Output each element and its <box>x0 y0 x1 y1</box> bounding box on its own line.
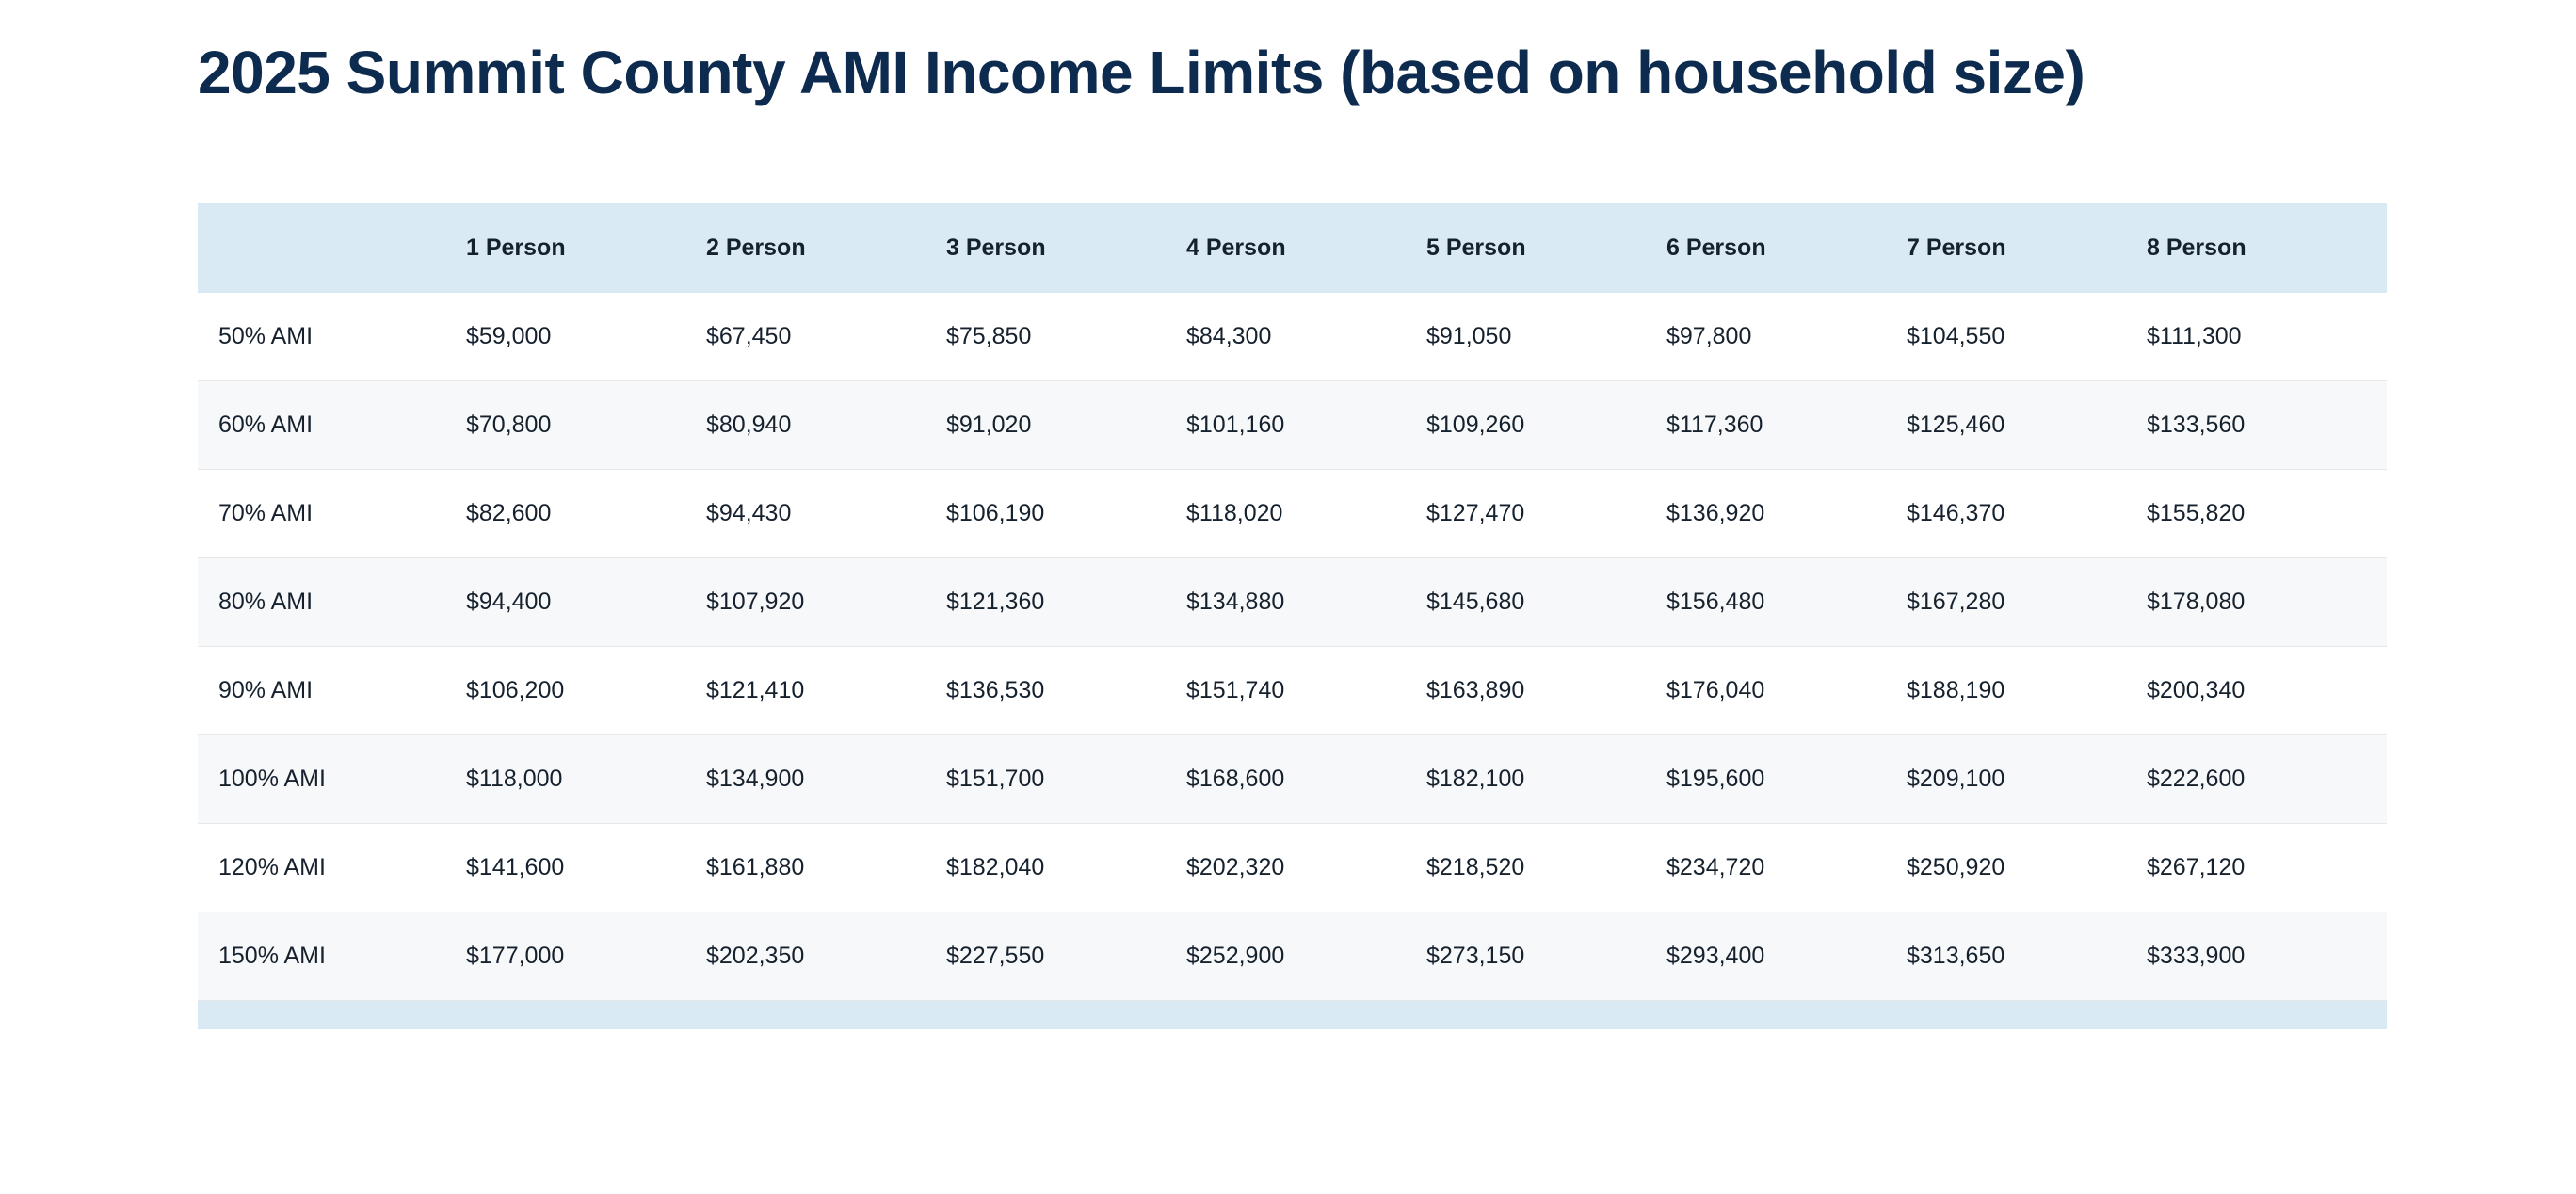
table-cell: $195,600 <box>1666 734 1907 823</box>
table-cell: $313,650 <box>1907 912 2147 1000</box>
column-header-corner <box>198 203 466 293</box>
column-header-8-person: 8 Person <box>2147 203 2387 293</box>
table-cell: $209,100 <box>1907 734 2147 823</box>
column-header-3-person: 3 Person <box>946 203 1186 293</box>
table-cell: $106,200 <box>466 646 706 734</box>
table-cell: $134,900 <box>706 734 946 823</box>
table-cell: $141,600 <box>466 823 706 912</box>
table-cell: $161,880 <box>706 823 946 912</box>
table-cell: $127,470 <box>1426 469 1666 557</box>
row-label: 50% AMI <box>198 293 466 381</box>
table-cell: $178,080 <box>2147 557 2387 646</box>
table-cell: $200,340 <box>2147 646 2387 734</box>
table-cell: $145,680 <box>1426 557 1666 646</box>
column-header-1-person: 1 Person <box>466 203 706 293</box>
table-cell: $333,900 <box>2147 912 2387 1000</box>
table-row <box>198 646 2387 734</box>
table-cell: $222,600 <box>2147 734 2387 823</box>
table-body <box>198 293 2387 1029</box>
table-cell: $151,740 <box>1186 646 1426 734</box>
table-cell: $234,720 <box>1666 823 1907 912</box>
table-cell: $218,520 <box>1426 823 1666 912</box>
page-title: 2025 Summit County AMI Income Limits (based on household size) <box>198 39 2085 106</box>
table-cell: $75,850 <box>946 293 1186 381</box>
table-cell: $117,360 <box>1666 380 1907 469</box>
table-cell: $146,370 <box>1907 469 2147 557</box>
row-label: 150% AMI <box>198 912 466 1000</box>
table-cell: $168,600 <box>1186 734 1426 823</box>
table-cell: $156,480 <box>1666 557 1907 646</box>
table-cell: $136,920 <box>1666 469 1907 557</box>
table-cell: $82,600 <box>466 469 706 557</box>
table-header-row <box>198 203 2387 293</box>
table-cell: $111,300 <box>2147 293 2387 381</box>
column-header-2-person: 2 Person <box>706 203 946 293</box>
table-cell: $121,410 <box>706 646 946 734</box>
table-cell: $182,100 <box>1426 734 1666 823</box>
row-label: 80% AMI <box>198 557 466 646</box>
table-cell: $109,260 <box>1426 380 1666 469</box>
row-label: 120% AMI <box>198 823 466 912</box>
table-row <box>198 823 2387 912</box>
table-cell: $118,000 <box>466 734 706 823</box>
table-row <box>198 380 2387 469</box>
column-header-6-person: 6 Person <box>1666 203 1907 293</box>
table-cell: $293,400 <box>1666 912 1907 1000</box>
table-cell: $176,040 <box>1666 646 1907 734</box>
table-cell: $94,430 <box>706 469 946 557</box>
table-cell: $107,920 <box>706 557 946 646</box>
row-label: 60% AMI <box>198 380 466 469</box>
table-cell: $182,040 <box>946 823 1186 912</box>
table-cell: $101,160 <box>1186 380 1426 469</box>
table-cell: $59,000 <box>466 293 706 381</box>
table-cell: $125,460 <box>1907 380 2147 469</box>
table-cell: $227,550 <box>946 912 1186 1000</box>
table-cell: $188,190 <box>1907 646 2147 734</box>
table-cell: $267,120 <box>2147 823 2387 912</box>
table-row <box>198 557 2387 646</box>
ami-income-limits-table <box>198 203 2387 1029</box>
table-cell: $84,300 <box>1186 293 1426 381</box>
table-row <box>198 912 2387 1000</box>
table-footer-band-cell <box>198 1000 2387 1029</box>
table-cell: $151,700 <box>946 734 1186 823</box>
table-row <box>198 469 2387 557</box>
table-header <box>198 203 2387 293</box>
table-cell: $163,890 <box>1426 646 1666 734</box>
table-cell: $202,320 <box>1186 823 1426 912</box>
table-cell: $80,940 <box>706 380 946 469</box>
table-cell: $94,400 <box>466 557 706 646</box>
table-cell: $177,000 <box>466 912 706 1000</box>
column-header-4-person: 4 Person <box>1186 203 1426 293</box>
table-cell: $133,560 <box>2147 380 2387 469</box>
table-cell: $67,450 <box>706 293 946 381</box>
table-cell: $121,360 <box>946 557 1186 646</box>
table-row <box>198 734 2387 823</box>
table-cell: $104,550 <box>1907 293 2147 381</box>
table-cell: $118,020 <box>1186 469 1426 557</box>
ami-table-container <box>198 203 2387 1029</box>
row-label: 70% AMI <box>198 469 466 557</box>
table-cell: $167,280 <box>1907 557 2147 646</box>
row-label: 90% AMI <box>198 646 466 734</box>
table-row <box>198 293 2387 381</box>
table-cell: $91,050 <box>1426 293 1666 381</box>
table-cell: $70,800 <box>466 380 706 469</box>
table-footer-band <box>198 1000 2387 1029</box>
table-cell: $136,530 <box>946 646 1186 734</box>
table-cell: $202,350 <box>706 912 946 1000</box>
table-cell: $252,900 <box>1186 912 1426 1000</box>
table-cell: $91,020 <box>946 380 1186 469</box>
table-cell: $106,190 <box>946 469 1186 557</box>
table-cell: $134,880 <box>1186 557 1426 646</box>
table-cell: $97,800 <box>1666 293 1907 381</box>
column-header-5-person: 5 Person <box>1426 203 1666 293</box>
table-cell: $155,820 <box>2147 469 2387 557</box>
column-header-7-person: 7 Person <box>1907 203 2147 293</box>
row-label: 100% AMI <box>198 734 466 823</box>
table-cell: $250,920 <box>1907 823 2147 912</box>
table-cell: $273,150 <box>1426 912 1666 1000</box>
